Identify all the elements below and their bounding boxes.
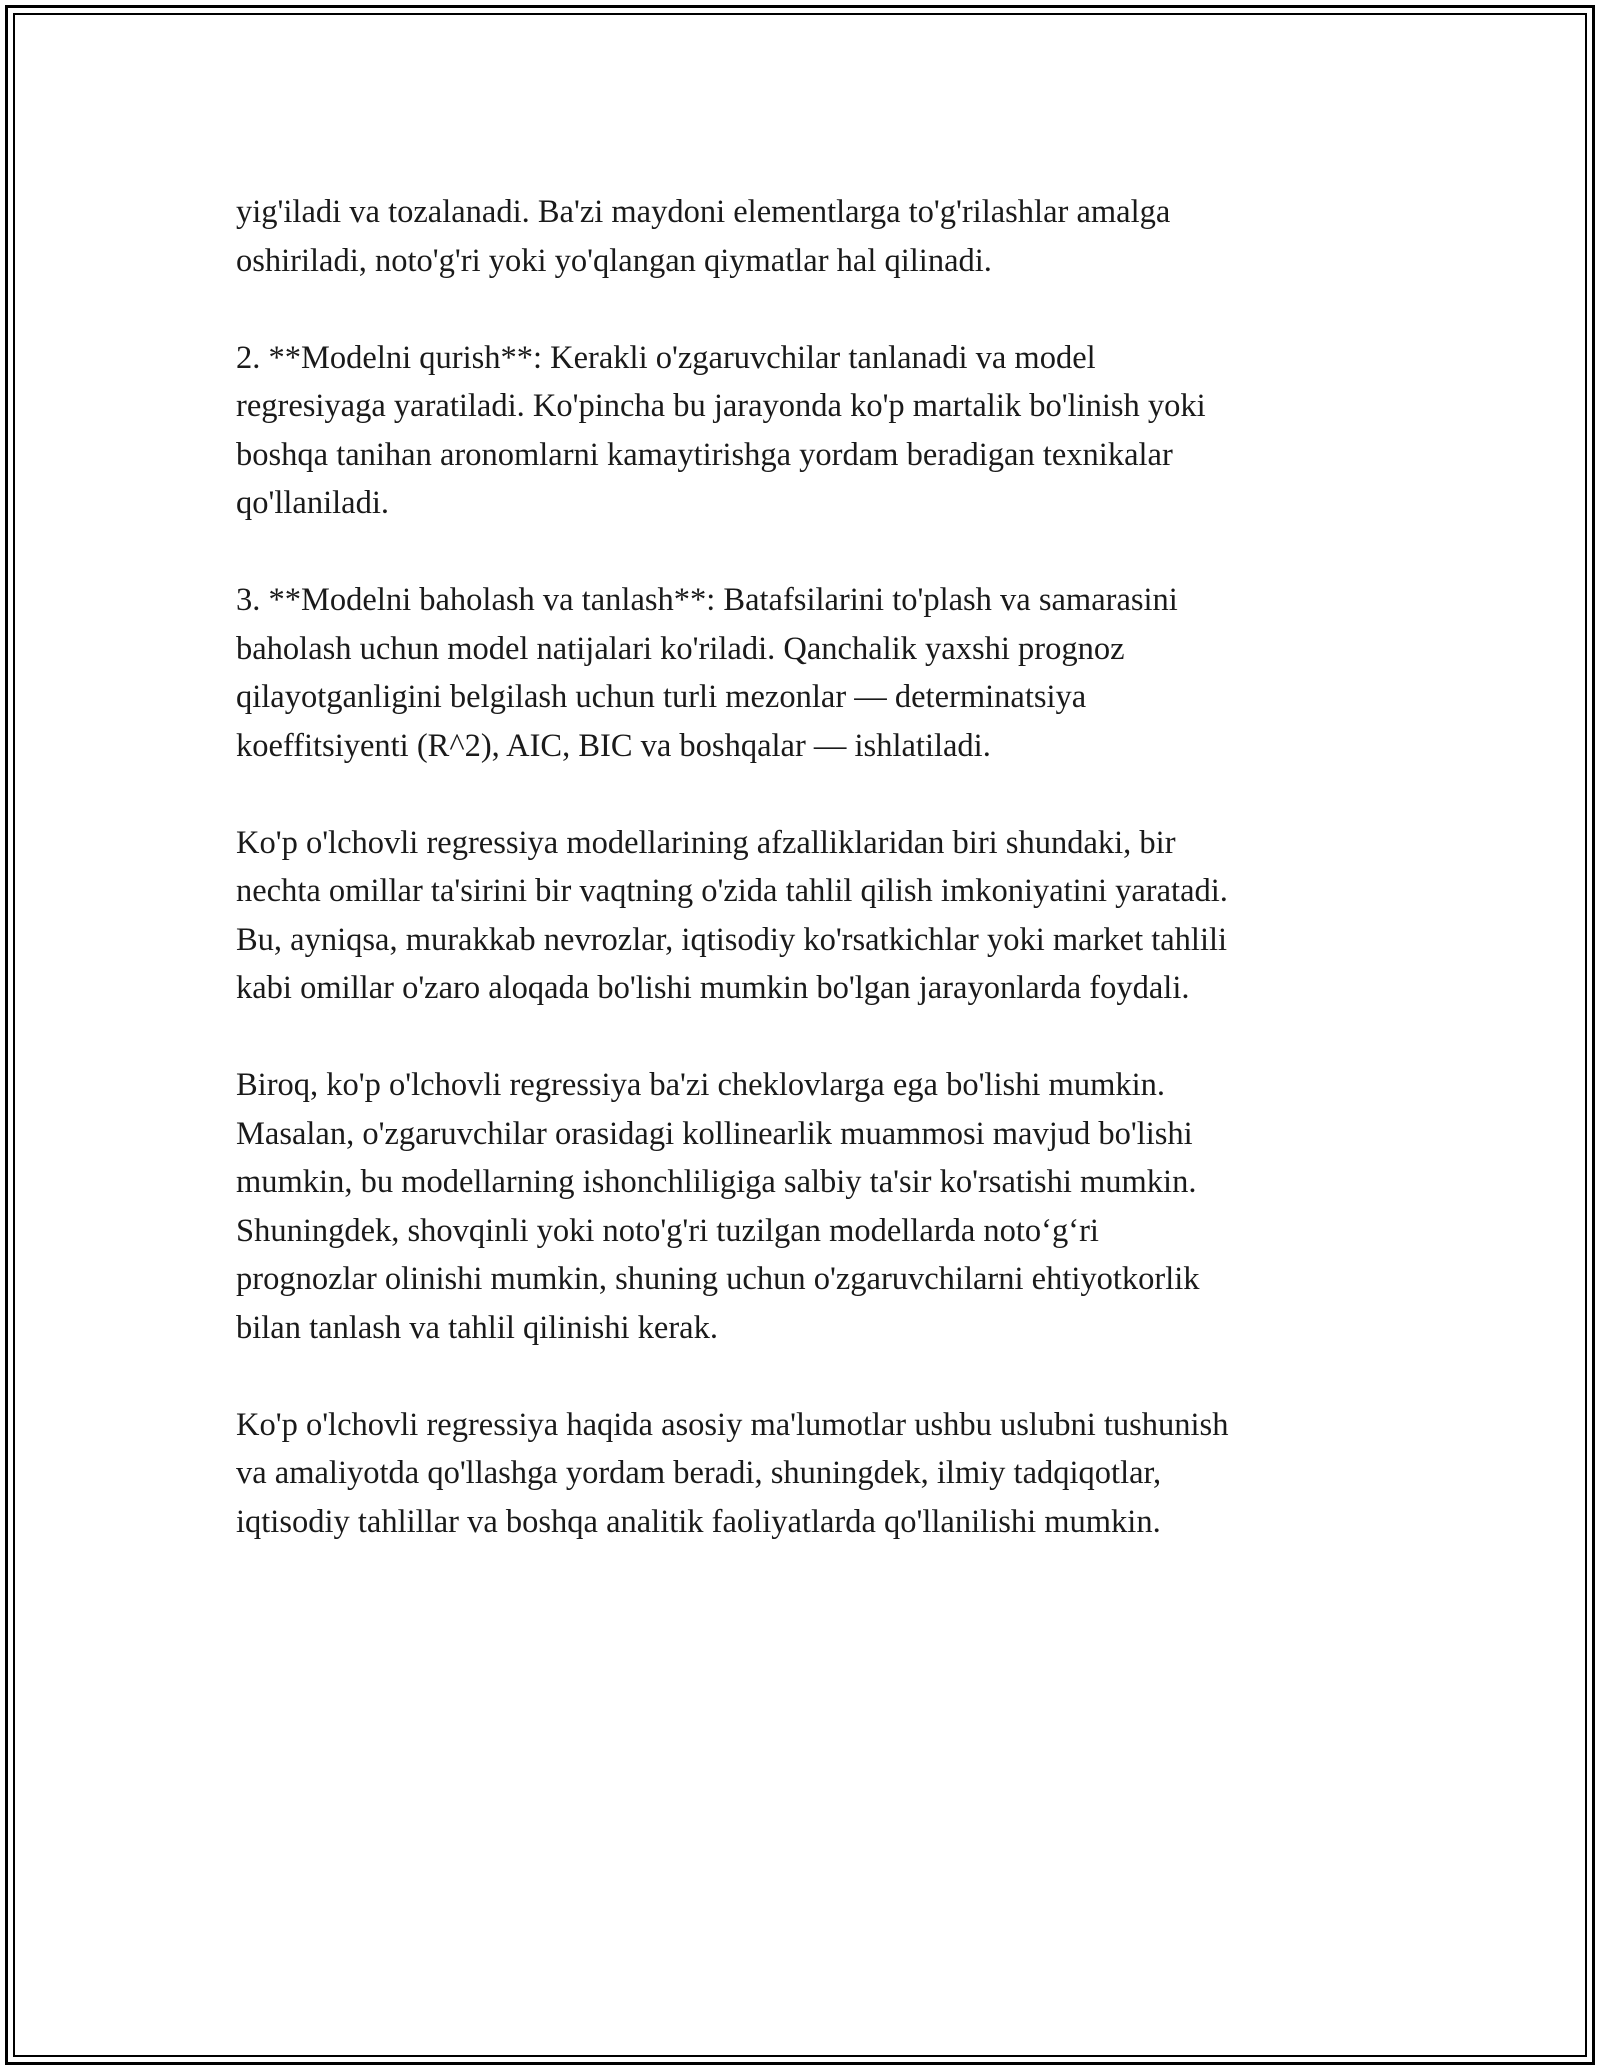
paragraph-advantages [236, 819, 1396, 1013]
text-line: Bu, ayniqsa, murakkab nevrozlar, iqtisodiy ko'rsatkichlar yoki market tahlili [236, 921, 1228, 958]
text-line: mumkin, bu modellarning ishonchliligiga salbiy ta'sir ko'rsatishi mumkin. [236, 1164, 1197, 1200]
text-line: va amaliyotda qo'llashga yordam beradi, shuningdek, ilmiy tadqiqotlar, [236, 1455, 1162, 1491]
paragraph-model-building [236, 334, 1396, 528]
text-line: qilayotganligini belgilash uchun turli mezonlar — determinatsiya [236, 679, 1087, 715]
text-line: kabi omillar o'zaro aloqada bo'lishi mumkin bo'lgan jarayonlarda foydali. [236, 970, 1190, 1006]
text-line: bilan tanlash va tahlil qilinishi kerak. [236, 1309, 718, 1346]
text-line: Shuningdek, shovqinli yoki noto'g'ri tuzilgan modellarda noto‘g‘ri [236, 1212, 1099, 1249]
document-body [236, 188, 1396, 1595]
paragraph-conclusion [236, 1401, 1396, 1547]
text-line: Ko'p o'lchovli regressiya haqida asosiy ma'lumotlar ushbu uslubni tushunish [236, 1406, 1229, 1443]
text-line: qo'llaniladi. [236, 485, 389, 521]
text-line: 3. **Modelni baholash va tanlash**: Batafsilarini to'plash va samarasini [236, 582, 1178, 618]
text-line: yig'iladi va tozalanadi. Ba'zi maydoni elementlarga to'g'rilashlar amalga [236, 194, 1171, 230]
text-line: Biroq, ko'p o'lchovli regressiya ba'zi cheklovlarga ega bo'lishi mumkin. [236, 1067, 1166, 1103]
text-line: 2. **Modelni qurish**: Kerakli o'zgaruvchilar tanlanadi va model [236, 339, 1096, 376]
text-line: regresiyaga yaratiladi. Ko'pincha bu jarayonda ko'p martalik bo'linish yoki [236, 388, 1206, 424]
paragraph-data-cleaning [236, 188, 1396, 285]
paragraph-limitations [236, 1061, 1396, 1352]
text-line: Masalan, o'zgaruvchilar orasidagi kollinearlik muammosi mavjud bo'lishi [236, 1115, 1193, 1152]
text-line: baholash uchun model natijalari ko'riladi. Qanchalik yaxshi prognoz [236, 630, 1125, 667]
text-line: koeffitsiyenti (R^2), AIC, BIC va boshqalar — ishlatiladi. [236, 727, 991, 764]
paragraph-model-evaluation [236, 576, 1396, 770]
text-line: oshiriladi, noto'g'ri yoki yo'qlangan qiymatlar hal qilinadi. [236, 242, 992, 279]
text-line: iqtisodiy tahlillar va boshqa analitik faoliyatlarda qo'llanilishi mumkin. [236, 1503, 1161, 1540]
text-line: Ko'p o'lchovli regressiya modellarining afzalliklaridan biri shundaki, bir [236, 824, 1176, 861]
text-line: boshqa tanihan aronomlarni kamaytirishga yordam beradigan texnikalar [236, 436, 1173, 473]
text-line: prognozlar olinishi mumkin, shuning uchun o'zgaruvchilarni ehtiyotkorlik [236, 1261, 1200, 1297]
text-line: nechta omillar ta'sirini bir vaqtning o'zida tahlil qilish imkoniyatini yaratadi. [236, 873, 1228, 909]
